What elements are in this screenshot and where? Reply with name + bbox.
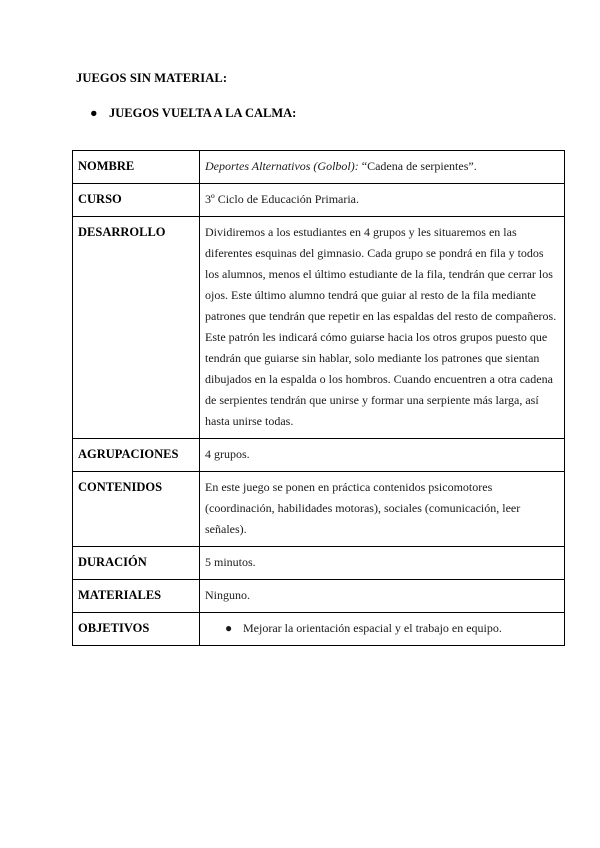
table-row <box>73 472 565 547</box>
table-row <box>73 547 565 580</box>
table-row <box>73 613 565 646</box>
nombre-value <box>200 151 565 184</box>
game-info-table <box>72 150 565 646</box>
nombre-value-italic: Deportes Alternativos (Golbol): <box>205 159 359 173</box>
curso-label: CURSO <box>73 184 200 217</box>
nombre-label: NOMBRE <box>73 151 200 184</box>
objetivos-list <box>205 618 559 639</box>
objetivos-label: OBJETIVOS <box>73 613 200 646</box>
duracion-value: 5 minutos. <box>200 547 565 580</box>
table-row <box>73 151 565 184</box>
desarrollo-label: DESARROLLO <box>73 217 200 439</box>
objetivo-text: Mejorar la orientación espacial y el trabajo en equipo. <box>243 621 502 635</box>
curso-value: 3º Ciclo de Educación Primaria. <box>200 184 565 217</box>
section-subheading <box>90 106 296 121</box>
table-row <box>73 217 565 439</box>
table-row <box>73 580 565 613</box>
agrupaciones-value: 4 grupos. <box>200 439 565 472</box>
contenidos-label: CONTENIDOS <box>73 472 200 547</box>
materiales-value: Ninguno. <box>200 580 565 613</box>
document-heading: JUEGOS SIN MATERIAL: <box>76 71 228 85</box>
nombre-value-rest: “Cadena de serpientes”. <box>358 159 477 173</box>
table-row <box>73 439 565 472</box>
list-item <box>205 618 559 639</box>
subheading-text: JUEGOS VUELTA A LA CALMA: <box>109 106 297 120</box>
duracion-label: DURACIÓN <box>73 547 200 580</box>
materiales-label: MATERIALES <box>73 580 200 613</box>
agrupaciones-label: AGRUPACIONES <box>73 439 200 472</box>
desarrollo-value: Dividiremos a los estudiantes en 4 grupos y les situaremos en las diferentes esquinas del gimnasio. Cada grupo se pondrá en fila y todos los alumnos, menos el último estudiante de la fila, tendrán que cerrar los ojos. Este último alumno tendrá que guiar al resto de la fila mediante patrones que tendrán que repetir en las espaldas del resto de compañeros. Este patrón les indicará cómo guiarse hacia los otros grupos puesto que tendrán que guiarse sin hablar, solo mediante los patrones que sientan dibujados en la espalda o los hombros. Cuando encuentren a otra cadena de serpientes tendrán que unirse y formar una serpiente más larga, así hasta unirse todas. <box>200 217 565 439</box>
bullet-icon: ● <box>225 621 233 635</box>
contenidos-value: En este juego se ponen en práctica contenidos psicomotores (coordinación, habilidades motoras), sociales (comunicación, leer señales). <box>200 472 565 547</box>
objetivos-value <box>200 613 565 646</box>
bullet-icon: ● <box>90 106 98 120</box>
table-row <box>73 184 565 217</box>
